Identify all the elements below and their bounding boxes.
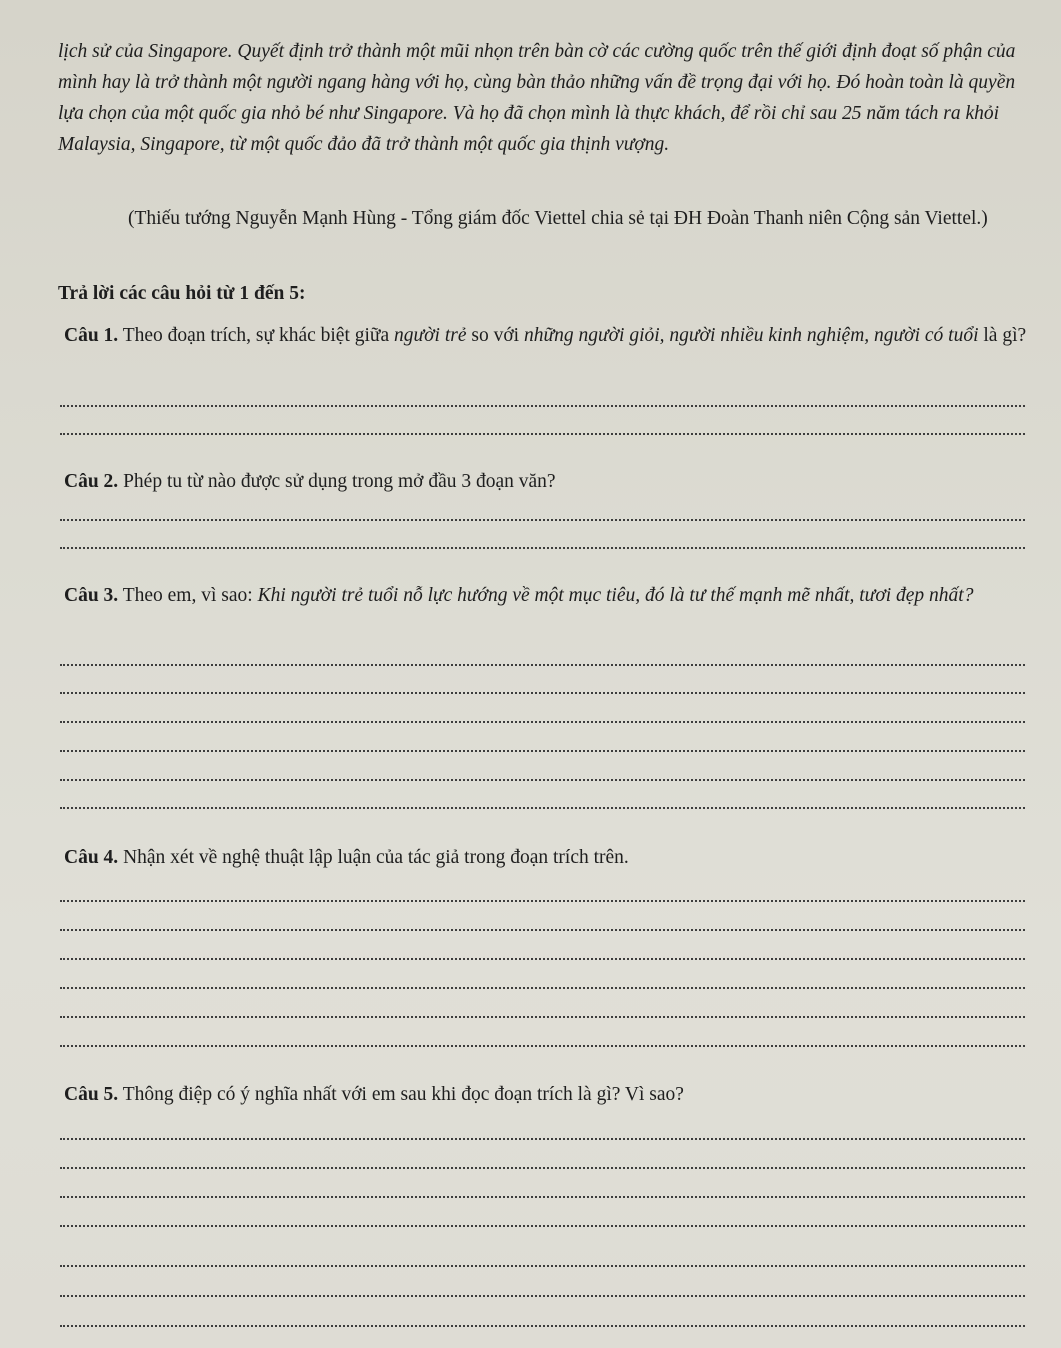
answer-line[interactable] xyxy=(60,1196,1025,1198)
answer-line[interactable] xyxy=(60,519,1025,521)
question-3-body: Theo em, vì sao: xyxy=(118,585,258,606)
answer-line[interactable] xyxy=(60,547,1025,549)
answer-line[interactable] xyxy=(60,405,1025,407)
question-1 xyxy=(58,320,1027,351)
question-3-text xyxy=(58,580,1027,611)
question-1-italic-b: những người giỏi, người nhiều kinh nghiệm, người có tuổi xyxy=(523,325,979,346)
answer-line[interactable] xyxy=(60,807,1025,809)
question-4-label: Câu 4. xyxy=(64,847,119,868)
answer-line[interactable] xyxy=(60,1325,1025,1327)
answer-line[interactable] xyxy=(60,1167,1025,1169)
answer-line[interactable] xyxy=(60,750,1025,752)
question-1-italic-a: người trẻ xyxy=(394,325,467,346)
answer-line[interactable] xyxy=(60,1225,1025,1227)
question-4-text xyxy=(58,842,1027,873)
answer-line[interactable] xyxy=(60,1016,1025,1018)
question-3 xyxy=(58,580,1027,611)
question-1-part-a: Theo đoạn trích, sự khác biệt giữa xyxy=(118,325,395,346)
source-section xyxy=(58,203,1027,234)
answer-line[interactable] xyxy=(60,721,1025,723)
passage-text: lịch sử của Singapore. Quyết định trở thành một mũi nhọn trên bàn cờ các cường quốc trên thế giới định đoạt số phận của mình hay là trở thành một người ngang hàng với họ, cùng bàn thảo những vấn đề trọng đại với họ. Đó hoàn toàn là quyền lựa chọn của một quốc gia nhỏ bé như Singapore. Và họ đã chọn mình là thực khách, để rồi chỉ sau 25 năm tách ra khỏi Malaysia, Singapore, từ một quốc đảo đã trở thành một quốc gia thịnh vượng. xyxy=(58,41,1016,155)
answer-line[interactable] xyxy=(60,1045,1025,1047)
question-1-label: Câu 1. xyxy=(64,325,119,346)
passage-section xyxy=(58,36,1027,160)
instruction-heading: Trả lời các câu hỏi từ 1 đến 5: xyxy=(58,283,306,304)
question-2-body: Phép tu từ nào được sử dụng trong mở đầu 3 đoạn văn? xyxy=(118,471,556,492)
answer-line[interactable] xyxy=(60,929,1025,931)
question-5-body: Thông điệp có ý nghĩa nhất với em sau khi đọc đoạn trích là gì? Vì sao? xyxy=(118,1084,684,1105)
question-5-label: Câu 5. xyxy=(64,1084,119,1105)
answer-line[interactable] xyxy=(60,692,1025,694)
question-1-part-b: so với xyxy=(466,325,524,346)
question-5-text xyxy=(58,1079,1027,1110)
answer-line[interactable] xyxy=(60,987,1025,989)
question-4 xyxy=(58,842,1027,873)
passage-source: (Thiếu tướng Nguyễn Mạnh Hùng - Tổng giám đốc Viettel chia sẻ tại ĐH Đoàn Thanh niên Cộng sản Viettel.) xyxy=(128,208,988,229)
answer-line[interactable] xyxy=(60,664,1025,666)
question-5 xyxy=(58,1079,1027,1110)
question-3-label: Câu 3. xyxy=(64,585,119,606)
question-1-text xyxy=(58,320,1027,351)
question-1-part-c: là gì? xyxy=(978,325,1027,346)
answer-line[interactable] xyxy=(60,433,1025,435)
answer-line[interactable] xyxy=(60,1265,1025,1267)
instruction-section xyxy=(58,283,1027,305)
answer-line[interactable] xyxy=(60,779,1025,781)
question-2-label: Câu 2. xyxy=(64,471,119,492)
answer-line[interactable] xyxy=(60,1295,1025,1297)
question-4-body: Nhận xét về nghệ thuật lập luận của tác giả trong đoạn trích trên. xyxy=(118,847,629,868)
question-2-text xyxy=(58,466,1027,497)
answer-line[interactable] xyxy=(60,900,1025,902)
question-2 xyxy=(58,466,1027,497)
question-3-italic: Khi người trẻ tuổi nỗ lực hướng về một mục tiêu, đó là tư thế mạnh mẽ nhất, tươi đẹp nhất? xyxy=(257,585,974,606)
answer-line[interactable] xyxy=(60,958,1025,960)
answer-line[interactable] xyxy=(60,1138,1025,1140)
